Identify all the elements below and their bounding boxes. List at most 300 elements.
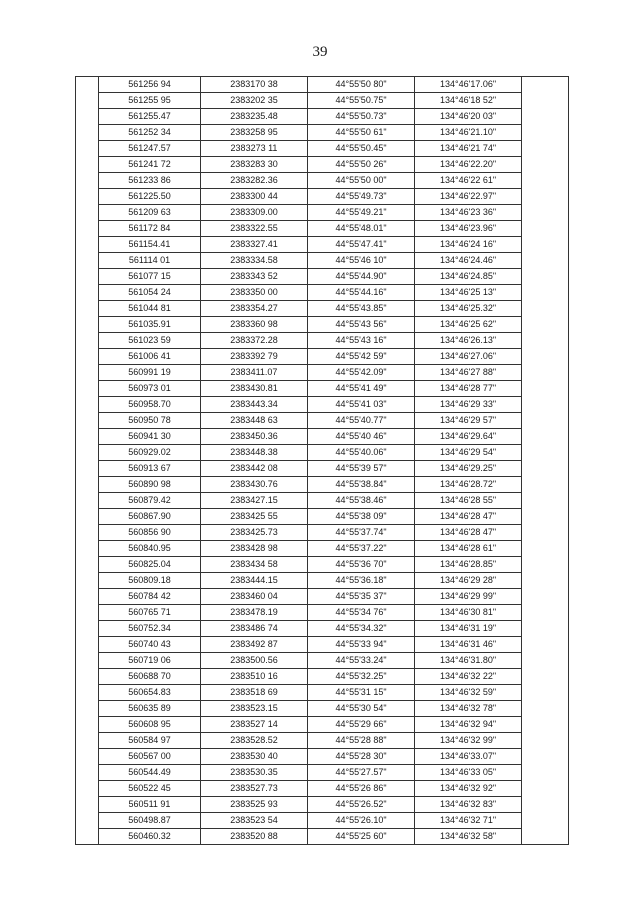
x-coordinate-cell: 561172 84 <box>99 221 201 237</box>
table-row <box>76 445 569 461</box>
trailing-blank-cell <box>522 125 569 141</box>
y-coordinate-cell: 2383430.76 <box>201 477 308 493</box>
table-row <box>76 765 569 781</box>
x-coordinate-cell: 560567 00 <box>99 749 201 765</box>
latitude-cell: 44°55'43.85" <box>308 301 415 317</box>
x-coordinate-cell: 560784 42 <box>99 589 201 605</box>
x-coordinate-cell: 561209 63 <box>99 205 201 221</box>
x-coordinate-cell: 561114 01 <box>99 253 201 269</box>
trailing-blank-cell <box>522 733 569 749</box>
table-row <box>76 269 569 285</box>
table-row <box>76 573 569 589</box>
longitude-cell: 134°46'27 88" <box>415 365 522 381</box>
table-row <box>76 541 569 557</box>
trailing-blank-cell <box>522 93 569 109</box>
trailing-blank-cell <box>522 509 569 525</box>
table-row <box>76 349 569 365</box>
longitude-cell: 134°46'29 28" <box>415 573 522 589</box>
trailing-blank-cell <box>522 541 569 557</box>
x-coordinate-cell: 560544.49 <box>99 765 201 781</box>
longitude-cell: 134°46'27.06" <box>415 349 522 365</box>
trailing-blank-cell <box>522 445 569 461</box>
y-coordinate-cell: 2383334.58 <box>201 253 308 269</box>
x-coordinate-cell: 560950 78 <box>99 413 201 429</box>
longitude-cell: 134°46'32 22" <box>415 669 522 685</box>
latitude-cell: 44°55'34 76" <box>308 605 415 621</box>
table-row <box>76 237 569 253</box>
latitude-cell: 44°55'47.41" <box>308 237 415 253</box>
y-coordinate-cell: 2383430.81 <box>201 381 308 397</box>
leading-blank-cell <box>76 653 99 669</box>
leading-blank-cell <box>76 701 99 717</box>
table-row <box>76 477 569 493</box>
table-row <box>76 749 569 765</box>
y-coordinate-cell: 2383450.36 <box>201 429 308 445</box>
y-coordinate-cell: 2383443.34 <box>201 397 308 413</box>
x-coordinate-cell: 560958.70 <box>99 397 201 413</box>
table-row <box>76 621 569 637</box>
longitude-cell: 134°46'32 59" <box>415 685 522 701</box>
latitude-cell: 44°55'39 57" <box>308 461 415 477</box>
latitude-cell: 44°55'26.10" <box>308 813 415 829</box>
trailing-blank-cell <box>522 397 569 413</box>
latitude-cell: 44°55'38 09" <box>308 509 415 525</box>
table-row <box>76 317 569 333</box>
x-coordinate-cell: 560584 97 <box>99 733 201 749</box>
leading-blank-cell <box>76 93 99 109</box>
table-row <box>76 653 569 669</box>
longitude-cell: 134°46'28 47" <box>415 525 522 541</box>
latitude-cell: 44°55'50 26" <box>308 157 415 173</box>
latitude-cell: 44°55'40 46" <box>308 429 415 445</box>
longitude-cell: 134°46'32 99" <box>415 733 522 749</box>
latitude-cell: 44°55'27.57" <box>308 765 415 781</box>
table-row <box>76 685 569 701</box>
longitude-cell: 134°46'32 58" <box>415 829 522 845</box>
leading-blank-cell <box>76 285 99 301</box>
coordinates-table-body <box>76 77 569 845</box>
trailing-blank-cell <box>522 637 569 653</box>
trailing-blank-cell <box>522 381 569 397</box>
x-coordinate-cell: 560511 91 <box>99 797 201 813</box>
leading-blank-cell <box>76 381 99 397</box>
x-coordinate-cell: 560765 71 <box>99 605 201 621</box>
leading-blank-cell <box>76 781 99 797</box>
y-coordinate-cell: 2383322.55 <box>201 221 308 237</box>
y-coordinate-cell: 2383360 98 <box>201 317 308 333</box>
latitude-cell: 44°55'50.45" <box>308 141 415 157</box>
latitude-cell: 44°55'28 88" <box>308 733 415 749</box>
leading-blank-cell <box>76 813 99 829</box>
y-coordinate-cell: 2383520 88 <box>201 829 308 845</box>
leading-blank-cell <box>76 205 99 221</box>
y-coordinate-cell: 2383170 38 <box>201 77 308 93</box>
latitude-cell: 44°55'34.32" <box>308 621 415 637</box>
latitude-cell: 44°55'35 37" <box>308 589 415 605</box>
y-coordinate-cell: 2383525 93 <box>201 797 308 813</box>
table-row <box>76 813 569 829</box>
latitude-cell: 44°55'50 61" <box>308 125 415 141</box>
longitude-cell: 134°46'29 33" <box>415 397 522 413</box>
longitude-cell: 134°46'23.96" <box>415 221 522 237</box>
longitude-cell: 134°46'32 83" <box>415 797 522 813</box>
trailing-blank-cell <box>522 813 569 829</box>
latitude-cell: 44°55'41 03" <box>308 397 415 413</box>
trailing-blank-cell <box>522 477 569 493</box>
longitude-cell: 134°46'28 77" <box>415 381 522 397</box>
y-coordinate-cell: 2383530 40 <box>201 749 308 765</box>
latitude-cell: 44°55'50.75" <box>308 93 415 109</box>
longitude-cell: 134°46'24 16" <box>415 237 522 253</box>
table-row <box>76 125 569 141</box>
latitude-cell: 44°55'33.24" <box>308 653 415 669</box>
leading-blank-cell <box>76 765 99 781</box>
latitude-cell: 44°55'31 15" <box>308 685 415 701</box>
leading-blank-cell <box>76 605 99 621</box>
table-row <box>76 733 569 749</box>
trailing-blank-cell <box>522 141 569 157</box>
latitude-cell: 44°55'42 59" <box>308 349 415 365</box>
table-row <box>76 189 569 205</box>
leading-blank-cell <box>76 365 99 381</box>
x-coordinate-cell: 560498.87 <box>99 813 201 829</box>
x-coordinate-cell: 560809.18 <box>99 573 201 589</box>
latitude-cell: 44°55'40.06" <box>308 445 415 461</box>
leading-blank-cell <box>76 685 99 701</box>
trailing-blank-cell <box>522 653 569 669</box>
y-coordinate-cell: 2383282.36 <box>201 173 308 189</box>
longitude-cell: 134°46'24.85" <box>415 269 522 285</box>
y-coordinate-cell: 2383343 52 <box>201 269 308 285</box>
table-row <box>76 285 569 301</box>
y-coordinate-cell: 2383411.07 <box>201 365 308 381</box>
latitude-cell: 44°55'40.77" <box>308 413 415 429</box>
table-row <box>76 301 569 317</box>
y-coordinate-cell: 2383530.35 <box>201 765 308 781</box>
latitude-cell: 44°55'43 16" <box>308 333 415 349</box>
latitude-cell: 44°55'44.90" <box>308 269 415 285</box>
trailing-blank-cell <box>522 365 569 381</box>
trailing-blank-cell <box>522 173 569 189</box>
leading-blank-cell <box>76 109 99 125</box>
longitude-cell: 134°46'31 19" <box>415 621 522 637</box>
longitude-cell: 134°46'29 99" <box>415 589 522 605</box>
trailing-blank-cell <box>522 157 569 173</box>
trailing-blank-cell <box>522 669 569 685</box>
leading-blank-cell <box>76 413 99 429</box>
longitude-cell: 134°46'28.85" <box>415 557 522 573</box>
trailing-blank-cell <box>522 253 569 269</box>
longitude-cell: 134°46'20 03" <box>415 109 522 125</box>
leading-blank-cell <box>76 349 99 365</box>
trailing-blank-cell <box>522 557 569 573</box>
table-row <box>76 413 569 429</box>
longitude-cell: 134°46'29.64" <box>415 429 522 445</box>
trailing-blank-cell <box>522 109 569 125</box>
latitude-cell: 44°55'32.25" <box>308 669 415 685</box>
y-coordinate-cell: 2383523 54 <box>201 813 308 829</box>
longitude-cell: 134°46'28.72" <box>415 477 522 493</box>
trailing-blank-cell <box>522 685 569 701</box>
trailing-blank-cell <box>522 269 569 285</box>
trailing-blank-cell <box>522 573 569 589</box>
leading-blank-cell <box>76 621 99 637</box>
trailing-blank-cell <box>522 589 569 605</box>
longitude-cell: 134°46'17.06" <box>415 77 522 93</box>
longitude-cell: 134°46'31.80" <box>415 653 522 669</box>
leading-blank-cell <box>76 669 99 685</box>
table-row <box>76 93 569 109</box>
leading-blank-cell <box>76 557 99 573</box>
latitude-cell: 44°55'48.01" <box>308 221 415 237</box>
y-coordinate-cell: 2383442 08 <box>201 461 308 477</box>
trailing-blank-cell <box>522 333 569 349</box>
y-coordinate-cell: 2383434 58 <box>201 557 308 573</box>
y-coordinate-cell: 2383354.27 <box>201 301 308 317</box>
longitude-cell: 134°46'28 47" <box>415 509 522 525</box>
x-coordinate-cell: 560688 70 <box>99 669 201 685</box>
table-row <box>76 829 569 845</box>
trailing-blank-cell <box>522 797 569 813</box>
longitude-cell: 134°46'22.97" <box>415 189 522 205</box>
x-coordinate-cell: 561255 95 <box>99 93 201 109</box>
leading-blank-cell <box>76 589 99 605</box>
x-coordinate-cell: 561225.50 <box>99 189 201 205</box>
longitude-cell: 134°46'32 71" <box>415 813 522 829</box>
table-row <box>76 253 569 269</box>
y-coordinate-cell: 2383448.38 <box>201 445 308 461</box>
x-coordinate-cell: 560856 90 <box>99 525 201 541</box>
trailing-blank-cell <box>522 237 569 253</box>
leading-blank-cell <box>76 221 99 237</box>
latitude-cell: 44°55'44.16" <box>308 285 415 301</box>
x-coordinate-cell: 561247.57 <box>99 141 201 157</box>
trailing-blank-cell <box>522 717 569 733</box>
table-row <box>76 557 569 573</box>
y-coordinate-cell: 2383202 35 <box>201 93 308 109</box>
table-row <box>76 173 569 189</box>
longitude-cell: 134°46'30 81" <box>415 605 522 621</box>
y-coordinate-cell: 2383283 30 <box>201 157 308 173</box>
longitude-cell: 134°46'28 61" <box>415 541 522 557</box>
x-coordinate-cell: 560522 45 <box>99 781 201 797</box>
longitude-cell: 134°46'22.20" <box>415 157 522 173</box>
x-coordinate-cell: 561233 86 <box>99 173 201 189</box>
trailing-blank-cell <box>522 605 569 621</box>
leading-blank-cell <box>76 461 99 477</box>
leading-blank-cell <box>76 493 99 509</box>
x-coordinate-cell: 560825.04 <box>99 557 201 573</box>
trailing-blank-cell <box>522 525 569 541</box>
leading-blank-cell <box>76 333 99 349</box>
table-row <box>76 525 569 541</box>
latitude-cell: 44°55'43 56" <box>308 317 415 333</box>
leading-blank-cell <box>76 189 99 205</box>
longitude-cell: 134°46'25 62" <box>415 317 522 333</box>
y-coordinate-cell: 2383444.15 <box>201 573 308 589</box>
coordinates-table <box>75 76 569 845</box>
leading-blank-cell <box>76 429 99 445</box>
leading-blank-cell <box>76 717 99 733</box>
table-row <box>76 77 569 93</box>
trailing-blank-cell <box>522 221 569 237</box>
x-coordinate-cell: 560840.95 <box>99 541 201 557</box>
x-coordinate-cell: 560752.34 <box>99 621 201 637</box>
latitude-cell: 44°55'29 66" <box>308 717 415 733</box>
longitude-cell: 134°46'22 61" <box>415 173 522 189</box>
y-coordinate-cell: 2383392 79 <box>201 349 308 365</box>
y-coordinate-cell: 2383273 11 <box>201 141 308 157</box>
trailing-blank-cell <box>522 701 569 717</box>
y-coordinate-cell: 2383500.56 <box>201 653 308 669</box>
table-row <box>76 429 569 445</box>
longitude-cell: 134°46'29 54" <box>415 445 522 461</box>
trailing-blank-cell <box>522 317 569 333</box>
x-coordinate-cell: 561035.91 <box>99 317 201 333</box>
trailing-blank-cell <box>522 749 569 765</box>
latitude-cell: 44°55'25 60" <box>308 829 415 845</box>
trailing-blank-cell <box>522 189 569 205</box>
longitude-cell: 134°46'33.07" <box>415 749 522 765</box>
y-coordinate-cell: 2383527.73 <box>201 781 308 797</box>
leading-blank-cell <box>76 397 99 413</box>
latitude-cell: 44°55'37.74" <box>308 525 415 541</box>
trailing-blank-cell <box>522 765 569 781</box>
leading-blank-cell <box>76 749 99 765</box>
y-coordinate-cell: 2383350 00 <box>201 285 308 301</box>
x-coordinate-cell: 560460.32 <box>99 829 201 845</box>
table-row <box>76 509 569 525</box>
latitude-cell: 44°55'38.46" <box>308 493 415 509</box>
x-coordinate-cell: 560991 19 <box>99 365 201 381</box>
trailing-blank-cell <box>522 301 569 317</box>
x-coordinate-cell: 561006 41 <box>99 349 201 365</box>
y-coordinate-cell: 2383510 16 <box>201 669 308 685</box>
y-coordinate-cell: 2383425.73 <box>201 525 308 541</box>
y-coordinate-cell: 2383427.15 <box>201 493 308 509</box>
latitude-cell: 44°55'49.21" <box>308 205 415 221</box>
trailing-blank-cell <box>522 829 569 845</box>
x-coordinate-cell: 561255.47 <box>99 109 201 125</box>
table-row <box>76 141 569 157</box>
y-coordinate-cell: 2383460 04 <box>201 589 308 605</box>
y-coordinate-cell: 2383527 14 <box>201 717 308 733</box>
table-row <box>76 669 569 685</box>
y-coordinate-cell: 2383372.28 <box>201 333 308 349</box>
table-row <box>76 205 569 221</box>
table-row <box>76 381 569 397</box>
latitude-cell: 44°55'50.73" <box>308 109 415 125</box>
table-row <box>76 365 569 381</box>
latitude-cell: 44°55'46 10" <box>308 253 415 269</box>
leading-blank-cell <box>76 525 99 541</box>
table-row <box>76 605 569 621</box>
longitude-cell: 134°46'21.10" <box>415 125 522 141</box>
trailing-blank-cell <box>522 781 569 797</box>
page-number: 39 <box>312 44 328 60</box>
latitude-cell: 44°55'50 00" <box>308 173 415 189</box>
longitude-cell: 134°46'26.13" <box>415 333 522 349</box>
table-row <box>76 701 569 717</box>
leading-blank-cell <box>76 797 99 813</box>
x-coordinate-cell: 560740 43 <box>99 637 201 653</box>
leading-blank-cell <box>76 301 99 317</box>
trailing-blank-cell <box>522 621 569 637</box>
leading-blank-cell <box>76 269 99 285</box>
leading-blank-cell <box>76 157 99 173</box>
y-coordinate-cell: 2383425 55 <box>201 509 308 525</box>
table-row <box>76 797 569 813</box>
y-coordinate-cell: 2383486 74 <box>201 621 308 637</box>
x-coordinate-cell: 561252 34 <box>99 125 201 141</box>
latitude-cell: 44°55'42.09" <box>308 365 415 381</box>
latitude-cell: 44°55'26 86" <box>308 781 415 797</box>
y-coordinate-cell: 2383258 95 <box>201 125 308 141</box>
y-coordinate-cell: 2383300 44 <box>201 189 308 205</box>
leading-blank-cell <box>76 237 99 253</box>
longitude-cell: 134°46'23 36" <box>415 205 522 221</box>
x-coordinate-cell: 561044 81 <box>99 301 201 317</box>
trailing-blank-cell <box>522 461 569 477</box>
leading-blank-cell <box>76 541 99 557</box>
x-coordinate-cell: 561154.41 <box>99 237 201 253</box>
longitude-cell: 134°46'32 78" <box>415 701 522 717</box>
y-coordinate-cell: 2383523.15 <box>201 701 308 717</box>
leading-blank-cell <box>76 573 99 589</box>
y-coordinate-cell: 2383235.48 <box>201 109 308 125</box>
x-coordinate-cell: 561023 59 <box>99 333 201 349</box>
longitude-cell: 134°46'18 52" <box>415 93 522 109</box>
longitude-cell: 134°46'32 92" <box>415 781 522 797</box>
latitude-cell: 44°55'41 49" <box>308 381 415 397</box>
leading-blank-cell <box>76 141 99 157</box>
longitude-cell: 134°46'25 13" <box>415 285 522 301</box>
latitude-cell: 44°55'33 94" <box>308 637 415 653</box>
trailing-blank-cell <box>522 493 569 509</box>
latitude-cell: 44°55'38.84" <box>308 477 415 493</box>
x-coordinate-cell: 560973 01 <box>99 381 201 397</box>
table-row <box>76 109 569 125</box>
leading-blank-cell <box>76 317 99 333</box>
x-coordinate-cell: 560635 89 <box>99 701 201 717</box>
trailing-blank-cell <box>522 285 569 301</box>
table-row <box>76 397 569 413</box>
leading-blank-cell <box>76 77 99 93</box>
leading-blank-cell <box>76 509 99 525</box>
latitude-cell: 44°55'37.22" <box>308 541 415 557</box>
longitude-cell: 134°46'31 46" <box>415 637 522 653</box>
table-row <box>76 781 569 797</box>
x-coordinate-cell: 560890 98 <box>99 477 201 493</box>
x-coordinate-cell: 560913 67 <box>99 461 201 477</box>
y-coordinate-cell: 2383492 87 <box>201 637 308 653</box>
latitude-cell: 44°55'36.18" <box>308 573 415 589</box>
table-row <box>76 333 569 349</box>
leading-blank-cell <box>76 125 99 141</box>
x-coordinate-cell: 561054 24 <box>99 285 201 301</box>
table-row <box>76 717 569 733</box>
trailing-blank-cell <box>522 77 569 93</box>
x-coordinate-cell: 560719 06 <box>99 653 201 669</box>
y-coordinate-cell: 2383428 98 <box>201 541 308 557</box>
trailing-blank-cell <box>522 429 569 445</box>
x-coordinate-cell: 560929.02 <box>99 445 201 461</box>
latitude-cell: 44°55'28 30" <box>308 749 415 765</box>
x-coordinate-cell: 560867.90 <box>99 509 201 525</box>
leading-blank-cell <box>76 173 99 189</box>
latitude-cell: 44°55'36 70" <box>308 557 415 573</box>
latitude-cell: 44°55'50 80" <box>308 77 415 93</box>
